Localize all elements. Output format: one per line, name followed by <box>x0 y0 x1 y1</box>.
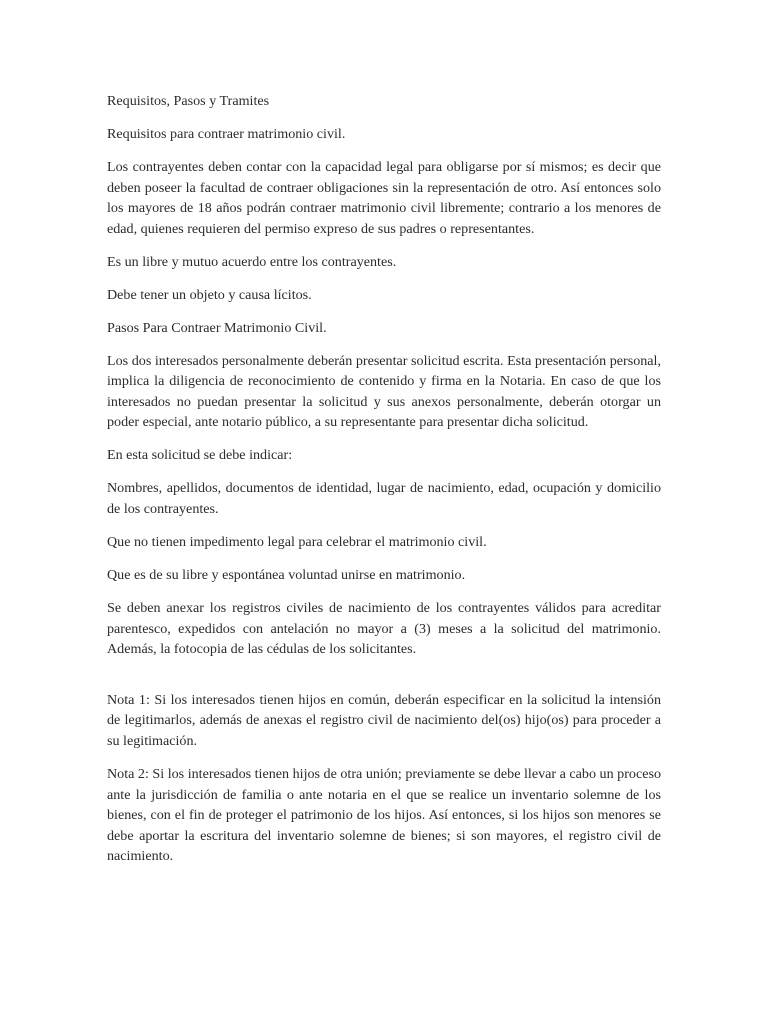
section-heading-pasos: Pasos Para Contraer Matrimonio Civil. <box>107 319 327 336</box>
paragraph-impedimento-legal: Que no tienen impedimento legal para celebrar el matrimonio civil. <box>107 534 487 551</box>
paragraph-voluntad: Que es de su libre y espontánea voluntad unirse en matrimonio. <box>107 567 466 583</box>
document-body <box>107 91 661 879</box>
paragraph-solicitud-indicar: En esta solicitud se debe indicar: <box>107 447 293 464</box>
paragraph-capacidad-legal: Los contrayentes deben contar con la capacidad legal para obligarse por sí mismos; es decir que deben poseer la facultad de contraer obligaciones sin la representación de otro. Así entonces solo los mayores de 18 años podrán contraer matrimonio civil libremente; contrario a los menores de edad, quienes requieren del permiso expreso de sus padres o representantes. <box>107 158 661 237</box>
document-title: Requisitos, Pasos y Tramites <box>107 93 270 109</box>
section-heading-requisitos: Requisitos para contraer matrimonio civil. <box>107 125 346 142</box>
paragraph-nombres-apellidos: Nombres, apellidos, documentos de identidad, lugar de nacimiento, edad, ocupación y domicilio de los contrayentes. <box>107 480 661 518</box>
paragraph-anexar-registros: Se deben anexar los registros civiles de nacimiento de los contrayentes válidos para acreditar parentesco, expedidos con antelación no mayor a (3) meses a la solicitud del matrimonio. Además, la fotocopia de las cédulas de los solicitantes. <box>107 599 661 658</box>
paragraph-libre-acuerdo: Es un libre y mutuo acuerdo entre los contrayentes. <box>107 253 397 270</box>
paragraph-presentar-solicitud: Los dos interesados personalmente deberán presentar solicitud escrita. Esta presentación personal, implica la diligencia de reconocimiento de contenido y firma en la Notaria. En caso de que los interesados no puedan presentar la solicitud y sus anexos personalmente, deberán otorgar un poder especial, ante notario público, a su representante para presentar dicha solicitud. <box>107 352 661 431</box>
paragraph-nota-1: Nota 1: Si los interesados tienen hijos en común, deberán especificar en la solicitud la intensión de legitimarlos, además de anexas el registro civil de nacimiento del(os) hijo(os) para proceder a su legitimación. <box>107 691 661 749</box>
paragraph-objeto-causa: Debe tener un objeto y causa lícitos. <box>107 286 312 303</box>
paragraph-nota-2: Nota 2: Si los interesados tienen hijos de otra unión; previamente se debe llevar a cabo un proceso ante la jurisdicción de familia o ante notaria en el que se realice un inventario solemne de los bienes, con el fin de proteger el patrimonio de los hijos. Así entonces, si los hijos son menores se debe aportar la escritura del inventario solemne de bienes; si son mayores, el registro civil de nacimiento. <box>107 765 661 865</box>
